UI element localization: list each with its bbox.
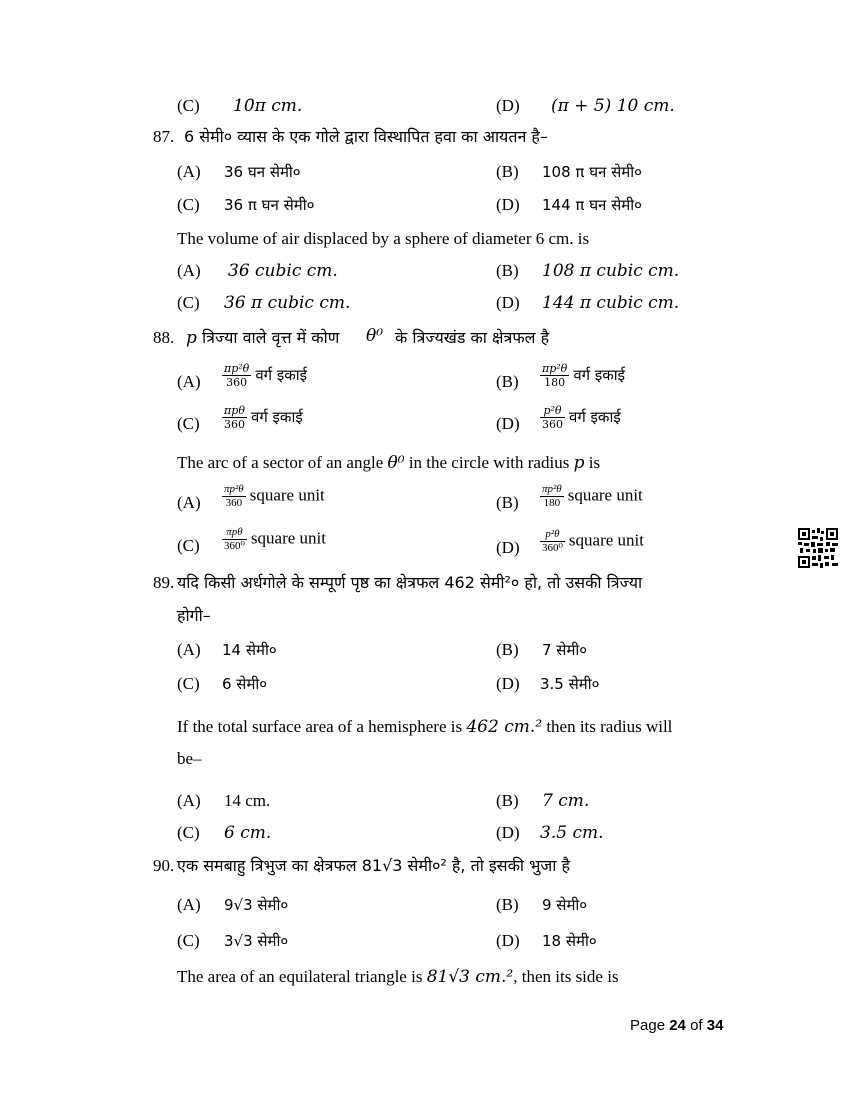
- frac-num: πp²θ: [542, 362, 568, 375]
- q87-e-c-label: (C): [177, 293, 200, 312]
- q90-h-a-label: (A): [177, 895, 201, 914]
- frac-den: 360: [225, 497, 243, 509]
- qr-code-icon: [798, 528, 838, 568]
- unit: वर्ग इकाई: [573, 366, 626, 384]
- frac-den: 180: [544, 376, 566, 389]
- frac-num: πp²θ: [224, 362, 250, 375]
- q88-e-d-label: (D): [496, 538, 520, 557]
- q89-e-d-text: 3.5 cm.: [540, 823, 604, 843]
- fraction: [540, 528, 565, 555]
- q88-english-p: p: [573, 453, 585, 473]
- page-total: 34: [706, 1017, 724, 1034]
- q87-h-d-label: (D): [496, 195, 520, 214]
- q87-e-a-text: 36 cubic cm.: [228, 261, 338, 281]
- frac-num: πpθ: [222, 404, 247, 418]
- q89-h-b-text: 7 सेमी०: [542, 641, 588, 659]
- frac-num: p²θ: [540, 404, 565, 418]
- q88-h-d-label: (D): [496, 414, 520, 433]
- q88-english-theta: θ⁰: [387, 453, 405, 473]
- q89-english-stem-line2: be–: [177, 749, 202, 768]
- q87-h-c-text: 36 π घन सेमी०: [224, 196, 315, 214]
- q88-e-b-expr: [540, 483, 643, 510]
- q90-english-stem: [177, 966, 619, 988]
- fraction: [222, 362, 251, 389]
- unit: square unit: [567, 485, 643, 505]
- q88-var-p: p: [186, 328, 197, 348]
- q88-number: 88.: [153, 328, 175, 347]
- q90-english-stem-a: The area of an equilateral triangle is: [177, 967, 423, 986]
- frac-den: 360: [224, 418, 245, 431]
- q88-e-c-expr: [222, 526, 326, 553]
- q88-e-a-expr: [222, 483, 325, 510]
- fraction: [540, 404, 565, 431]
- unit: square unit: [249, 485, 325, 505]
- q88-e-d-expr: [540, 528, 644, 555]
- frac-den: 360: [226, 376, 248, 389]
- page-number: [630, 1017, 723, 1034]
- q87-e-b-text: 108 π cubic cm.: [542, 261, 680, 281]
- q86-d-label: (D): [496, 96, 520, 115]
- q87-h-a-text: 36 घन सेमी०: [224, 163, 301, 181]
- q89-hindi-stem-line1: यदि किसी अर्धगोले के सम्पूर्ण पृष्ठ का क्षेत्रफल 462 सेमी²० हो, तो उसकी त्रिज्या: [177, 573, 643, 592]
- q88-english-stem-a: The arc of a sector of an angle: [177, 453, 384, 472]
- q89-e-a-label: (A): [177, 791, 201, 810]
- q89-h-d-text: 3.5 सेमी०: [540, 675, 600, 693]
- q90-english-stem-b: , then its side is: [513, 967, 619, 986]
- q90-h-c-label: (C): [177, 931, 200, 950]
- q88-h-b-label: (B): [496, 372, 519, 391]
- q89-number: 89.: [153, 573, 175, 592]
- frac-num: πp²θ: [224, 483, 244, 495]
- q88-h-c-expr: [222, 404, 303, 431]
- unit: वर्ग इकाई: [255, 366, 308, 384]
- q88-e-b-label: (B): [496, 493, 519, 512]
- q88-theta: θ⁰: [366, 326, 384, 346]
- q90-h-d-text: 18 सेमी०: [542, 932, 597, 950]
- q87-e-c-text: 36 π cubic cm.: [224, 293, 351, 313]
- q87-e-a-label: (A): [177, 261, 201, 280]
- q88-hindi-stem-a: त्रिज्या वाले वृत्त में कोण: [202, 328, 340, 347]
- frac-num: p²θ: [540, 528, 565, 542]
- q88-h-d-expr: [540, 404, 621, 431]
- q87-h-b-label: (B): [496, 162, 519, 181]
- frac-num: πpθ: [222, 526, 247, 540]
- frac-num: πp²θ: [542, 483, 562, 495]
- q90-number: 90.: [153, 856, 175, 875]
- q88-h-b-expr: [540, 362, 625, 389]
- q86-c-text: 10π cm.: [233, 96, 303, 116]
- q87-e-b-label: (B): [496, 261, 519, 280]
- q90-english-val: 81√3 cm.²: [426, 967, 514, 987]
- q90-h-b-label: (B): [496, 895, 519, 914]
- unit: square unit: [568, 530, 644, 550]
- q89-english-stem-b: then its radius will: [546, 717, 673, 736]
- q90-h-a-text: 9√3 सेमी०: [224, 896, 289, 914]
- q89-e-c-label: (C): [177, 823, 200, 842]
- page-word: Page: [630, 1017, 666, 1034]
- q88-h-c-label: (C): [177, 414, 200, 433]
- q89-e-d-label: (D): [496, 823, 520, 842]
- fraction: [222, 483, 246, 510]
- frac-den: 360: [542, 418, 563, 431]
- q89-h-b-label: (B): [496, 640, 519, 659]
- unit: वर्ग इकाई: [251, 408, 303, 426]
- q87-e-d-text: 144 π cubic cm.: [542, 293, 680, 313]
- q89-h-a-text: 14 सेमी०: [222, 641, 277, 659]
- fraction: [222, 526, 247, 553]
- q89-e-b-label: (B): [496, 791, 519, 810]
- q87-h-a-label: (A): [177, 162, 201, 181]
- q87-hindi-stem: 6 सेमी० व्यास के एक गोले द्वारा विस्थापित हवा का आयतन है–: [184, 127, 548, 146]
- unit: square unit: [250, 528, 326, 548]
- q90-h-d-label: (D): [496, 931, 520, 950]
- q89-h-c-label: (C): [177, 674, 200, 693]
- q89-e-a-text: 14 cm.: [224, 791, 271, 810]
- q90-hindi-stem: एक समबाहु त्रिभुज का क्षेत्रफल 81√3 सेमी०² है, तो इसकी भुजा है: [177, 856, 570, 875]
- fraction: [540, 483, 564, 510]
- q90-h-c-text: 3√3 सेमी०: [224, 932, 289, 950]
- q87-number: 87.: [153, 127, 175, 146]
- frac-den: 360⁰: [224, 540, 245, 552]
- q88-english-stem-b: in the circle with radius: [408, 453, 570, 472]
- fraction: [540, 362, 569, 389]
- q87-english-stem: The volume of air displaced by a sphere of diameter 6 cm. is: [177, 229, 590, 248]
- page-current: 24: [669, 1017, 686, 1034]
- q90-h-b-text: 9 सेमी०: [542, 896, 588, 914]
- q87-e-d-label: (D): [496, 293, 520, 312]
- fraction: [222, 404, 247, 431]
- frac-den: 180: [543, 497, 561, 509]
- q87-h-d-text: 144 π घन सेमी०: [542, 196, 642, 214]
- q89-hindi-stem-line2: होगी–: [177, 606, 211, 625]
- frac-den: 360⁰: [542, 542, 563, 554]
- q88-hindi-stem-b: के त्रिज्यखंड का क्षेत्रफल है: [395, 328, 550, 347]
- q88-e-a-label: (A): [177, 493, 201, 512]
- q87-h-b-text: 108 π घन सेमी०: [542, 163, 642, 181]
- q89-english-stem: [177, 716, 672, 738]
- q89-e-b-text: 7 cm.: [542, 791, 590, 811]
- q88-english-stem: [177, 452, 600, 474]
- q88-h-a-expr: [222, 362, 307, 389]
- q89-english-val: 462 cm.²: [466, 717, 543, 737]
- q86-d-text: (π + 5) 10 cm.: [551, 96, 675, 116]
- q89-e-c-text: 6 cm.: [224, 823, 272, 843]
- q88-english-stem-c: is: [588, 453, 601, 472]
- q88-h-a-label: (A): [177, 372, 201, 391]
- q86-c-label: (C): [177, 96, 200, 115]
- of-word: of: [690, 1017, 703, 1034]
- q88-e-c-label: (C): [177, 536, 200, 555]
- unit: वर्ग इकाई: [569, 408, 621, 426]
- q89-english-stem-a: If the total surface area of a hemisphere is: [177, 717, 463, 736]
- q87-h-c-label: (C): [177, 195, 200, 214]
- q89-h-c-text: 6 सेमी०: [222, 675, 268, 693]
- q89-h-a-label: (A): [177, 640, 201, 659]
- q89-h-d-label: (D): [496, 674, 520, 693]
